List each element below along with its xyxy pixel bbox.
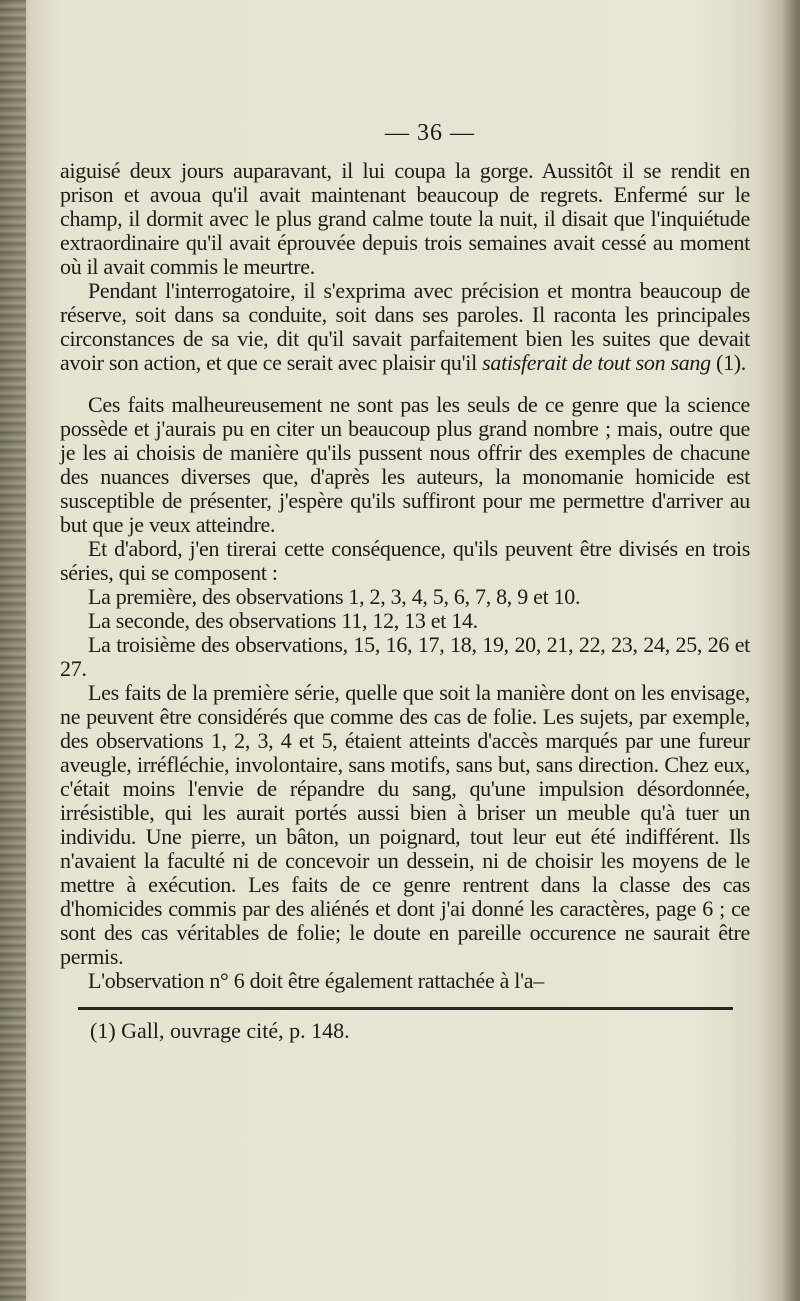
- paragraph-2: [60, 279, 750, 375]
- paragraph-2-text: Pendant l'interrogatoire, il s'exprima avec précision et montra beaucoup de réserve, soit dans sa conduite, soit dans ses paroles. Il raconta les principales circonstances de sa vie, dit qu'il savait parfaitement bien les suites que devait avoir son action, et que ce serait avec plaisir qu'il: [60, 278, 750, 375]
- book-spine-shadow: [0, 0, 26, 1301]
- paragraph-6: L'observation n° 6 doit être également rattachée à l'a–: [88, 968, 544, 993]
- paragraph-4: Et d'abord, j'en tirerai cette conséquence, qu'ils peuvent être divisés en trois séries, qui se composent :: [60, 536, 750, 585]
- paragraph-gap: [60, 375, 750, 393]
- paragraph-2-italic: satisferait de tout son sang: [482, 350, 711, 375]
- page-edge-shadow: [782, 0, 800, 1301]
- paragraph-1: aiguisé deux jours auparavant, il lui coupa la gorge. Aussitôt il se rendit en prison et avoua qu'il avait maintenant beaucoup de regrets. Enfermé sur le champ, il dormit avec le plus grand calme toute la nuit, il disait que l'inquiétude extraordinaire qu'il avait éprouvée depuis trois semaines avait cessé au moment où il avait commis le meurtre.: [60, 158, 750, 279]
- series-second: La seconde, des observations 11, 12, 13 et 14.: [88, 608, 478, 633]
- series-first: La première, des observations 1, 2, 3, 4, 5, 6, 7, 8, 9 et 10.: [88, 584, 581, 609]
- page-body: [60, 120, 750, 1044]
- footnote-rule: [78, 1007, 733, 1010]
- paragraph-2-end: (1).: [710, 350, 746, 375]
- footnote: (1) Gall, ouvrage cité, p. 148.: [90, 1018, 350, 1043]
- series-third: La troisième des observations, 15, 16, 17, 18, 19, 20, 21, 22, 23, 24, 25, 26 et 27.: [60, 632, 750, 681]
- page-number: — 36 —: [385, 120, 475, 146]
- paragraph-3: Ces faits malheureusement ne sont pas les seuls de ce genre que la science possède et j'aurais pu en citer un beaucoup plus grand nombre ; mais, outre que je les ai choisis de manière qu'ils pussent nous offrir des exemples de chacune des nuances diverses que, d'après les auteurs, la monomanie homicide est susceptible de présenter, j'espère qu'ils suffiront pour me permettre d'arriver au but que je veux atteindre.: [60, 392, 750, 537]
- paragraph-5: Les faits de la première série, quelle que soit la manière dont on les envisage, ne peuvent être considérés que comme des cas de folie. Les sujets, par exemple, des observations 1, 2, 3, 4 et 5, étaient atteints d'accès marqués par une fureur aveugle, irréfléchie, involontaire, sans motifs, sans but, sans direction. Chez eux, c'était moins l'envie de répandre du sang, qu'une impulsion désordonnée, irrésistible, qui les aurait portés aussi bien à briser un meuble qu'à tuer un individu. Une pierre, un bâton, un poignard, tout leur eut été indifférent. Ils n'avaient la faculté ni de concevoir un dessein, ni de choisir les moyens de le mettre à exécution. Les faits de ce genre rentrent dans la classe des cas d'homicides commis par des aliénés et dont j'ai donné les caractères, page 6 ; ce sont des cas véritables de folie; le doute en pareille occurence ne saurait être permis.: [60, 680, 750, 969]
